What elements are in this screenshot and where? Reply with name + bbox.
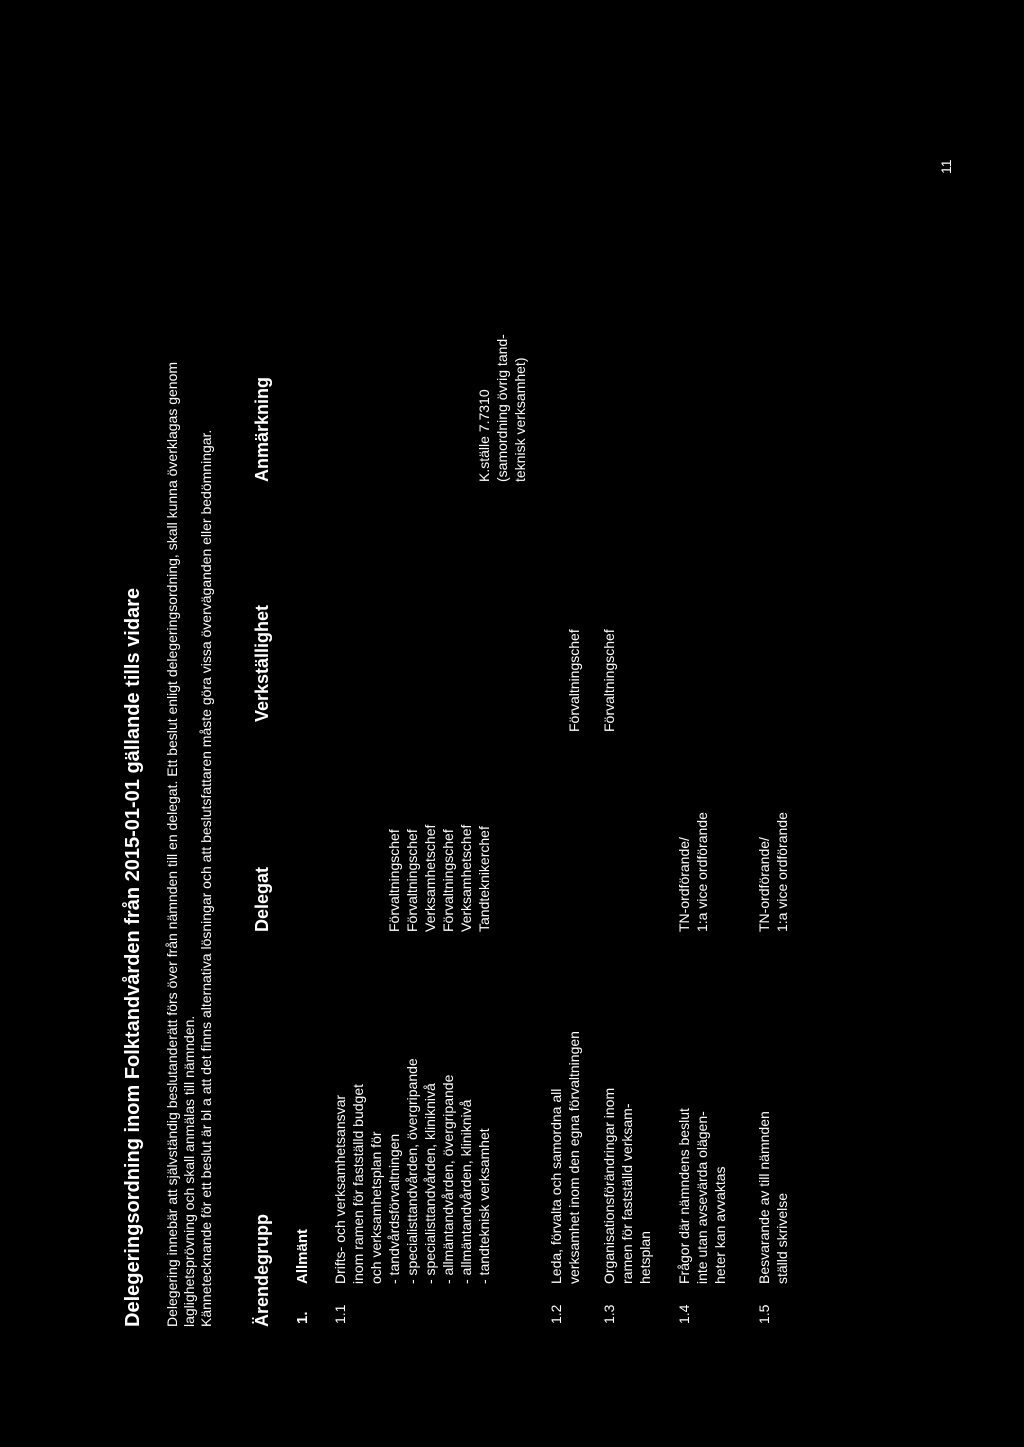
delegat-line: Förvaltningschef [404, 829, 420, 932]
row-number: 1.1 [332, 1304, 348, 1324]
arende-line: Leda, förvalta och samordna all [548, 1088, 564, 1284]
delegat-line: Tandteknikerchef [476, 826, 492, 932]
arende-line: - allmäntandvården, kliniknivå [458, 1099, 474, 1284]
anmarkning-line: (samordning övrig tand- [494, 334, 510, 482]
arende-line: hetsplan [637, 1231, 653, 1284]
verkstallighet-line: Förvaltningschef [566, 629, 582, 732]
row-arende [755, 1111, 791, 1284]
row-delegat [385, 825, 493, 932]
delegat-line: Förvaltningschef [440, 829, 456, 932]
header-delegat: Delegat [252, 866, 272, 932]
row-verkstallighet [600, 629, 618, 732]
row-arende [675, 1108, 729, 1284]
row-arende [331, 1058, 493, 1284]
row-arende [547, 1031, 583, 1284]
arende-line: Drifts- och verksamhetsansvar [332, 1094, 348, 1284]
arende-line: Besvarande av till nämnden [756, 1111, 772, 1284]
arende-line: - specialisttandvården, övergripande [404, 1058, 420, 1284]
row-arende [600, 1088, 654, 1284]
anmarkning-line: teknisk verksamhet) [512, 357, 528, 482]
arende-line: inte utan avsevärda olägen- [694, 1111, 710, 1284]
row-delegat [675, 812, 711, 932]
arende-line: heter kan avvaktas [712, 1166, 728, 1284]
row-delegat [755, 812, 791, 932]
arende-line: och verksamhetsplan för [368, 1131, 384, 1284]
row-anmarkning [475, 334, 529, 482]
verkstallighet-line: Förvaltningschef [601, 629, 617, 732]
section-number: 1. [294, 1311, 311, 1324]
section-title: Allmänt [294, 1228, 311, 1284]
arende-line: inom ramen för fastställd budget [350, 1084, 366, 1284]
row-number: 1.2 [548, 1304, 564, 1324]
arende-line: - allmäntandvården, övergripande [440, 1074, 456, 1284]
arende-line: Frågor där nämndens beslut [676, 1108, 692, 1284]
row-number: 1.3 [601, 1304, 617, 1324]
header-anmarkning: Anmärkning [252, 376, 272, 482]
delegat-line: Verksamhetschef [422, 824, 438, 932]
row-number: 1.4 [676, 1304, 692, 1324]
anmarkning-line: K.ställe 7.7310 [476, 389, 492, 482]
page-title: Delegeringsordning inom Folktandvården från 2015-01-01 gällande tills vidare [122, 587, 144, 1327]
arende-line: - specialisttandvården, kliniknivå [422, 1083, 438, 1284]
intro-line-2: laglighetsprövning och skall anmälas till nämnden. [181, 1015, 197, 1327]
header-verkstallighet: Verkställighet [252, 604, 272, 722]
row-number: 1.5 [756, 1304, 772, 1324]
delegat-line: Verksamhetschef [458, 824, 474, 932]
delegat-line: TN-ordförande/ [676, 837, 692, 932]
arende-line: - tandteknisk verksamhet [476, 1128, 492, 1284]
intro-paragraph [164, 362, 215, 1327]
row-verkstallighet [565, 629, 583, 732]
arende-line: Organisationsförändringar inom [601, 1087, 617, 1284]
delegat-line: 1:a vice ordförande [694, 812, 710, 932]
arende-line: ställd skrivelse [774, 1192, 790, 1284]
delegat-line: Förvaltningschef [386, 829, 402, 932]
intro-line-3: Kännetecknande för ett beslut är bl a att det finns alternativa lösningar och att beslutsfattaren måste göra vissa överväganden eller bedömningar. [198, 429, 214, 1327]
page-number: 11 [938, 159, 954, 174]
arende-line: ramen för fastställd verksam- [619, 1103, 635, 1284]
intro-line-1: Delegering innebär att självständig beslutanderätt förs över från nämnden till en delegat. Ett beslut enligt delegeringsordning, skall kunna överklagas genom [164, 361, 180, 1327]
arende-line: - tandvårdsförvaltningen [386, 1133, 402, 1284]
arende-line: verksamhet inom den egna förvaltningen [566, 1031, 582, 1284]
delegat-line: 1:a vice ordförande [774, 812, 790, 932]
delegat-line: TN-ordförande/ [756, 837, 772, 932]
header-arendegrupp: Ärendegrupp [252, 1213, 272, 1327]
